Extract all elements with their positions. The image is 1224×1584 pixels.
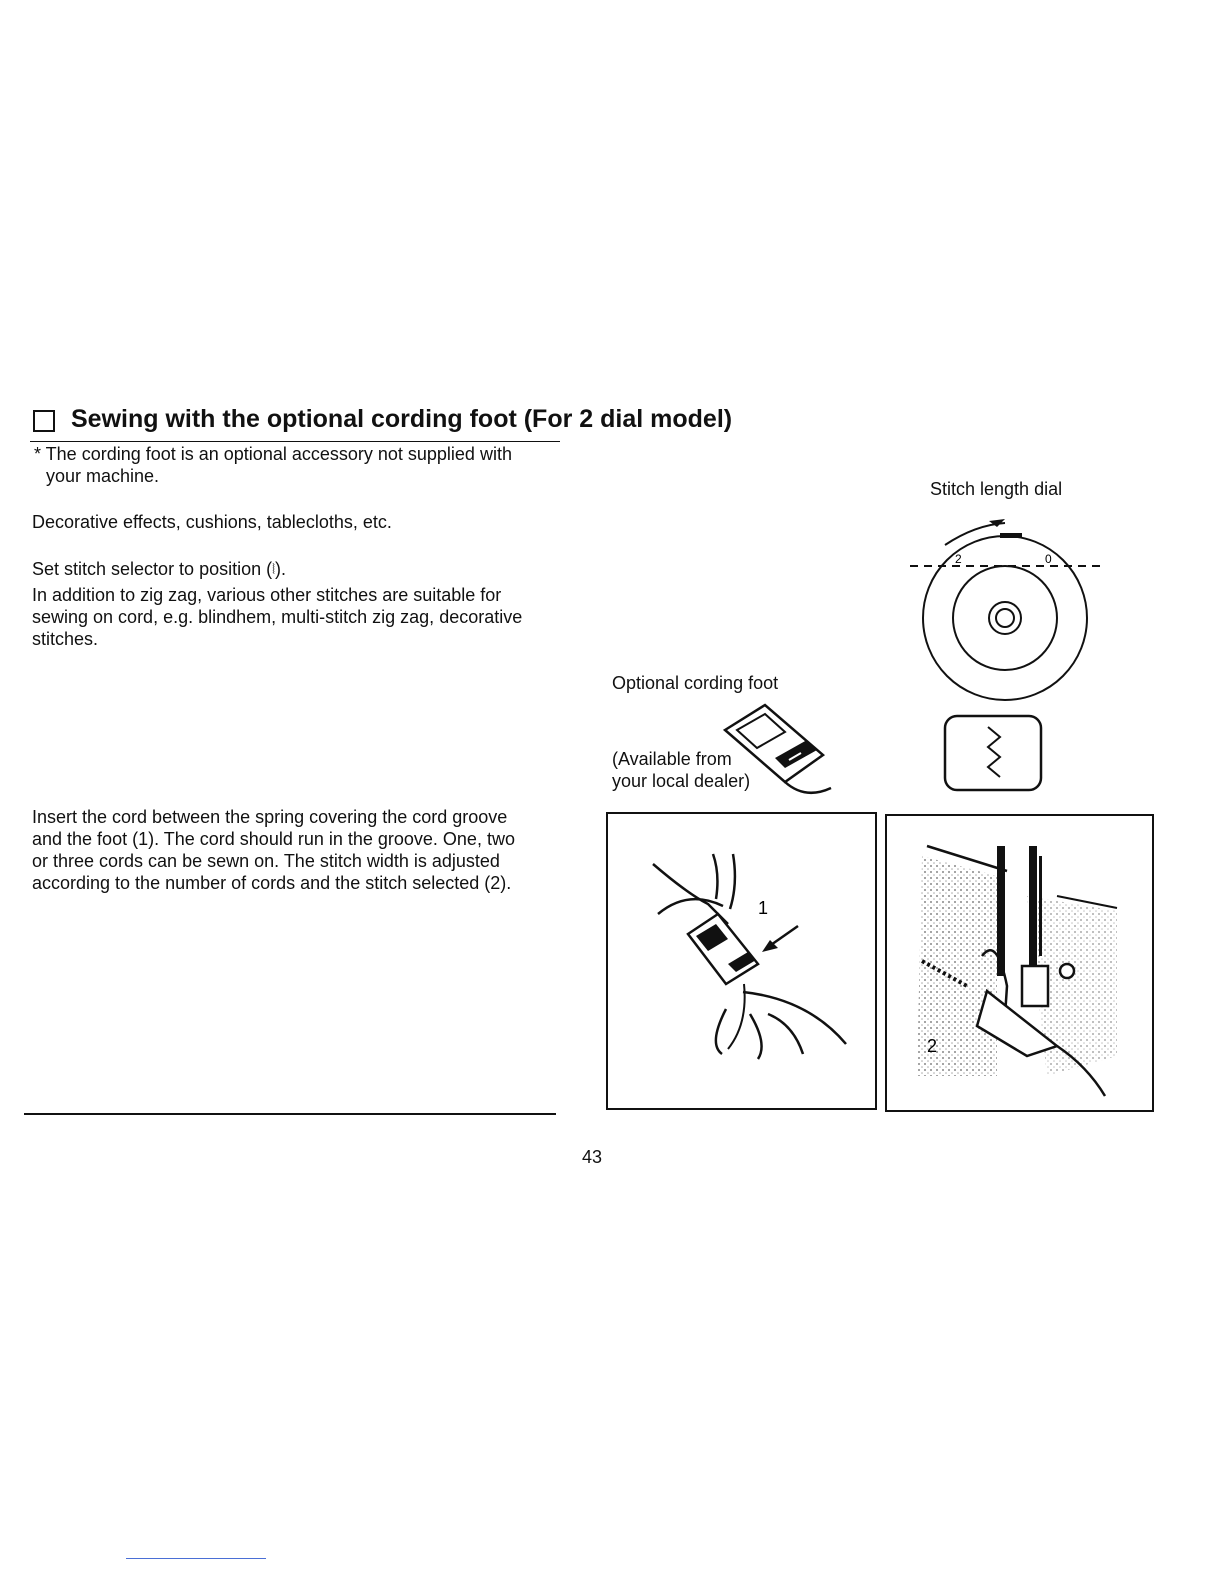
selector-line2: sewing on cord, e.g. blindhem, multi-stitch zig zag, decorative [32, 607, 523, 627]
selector-suffix: ). [275, 559, 287, 579]
insert-line2: and the foot (1). The cord should run in the groove. One, two [32, 829, 515, 849]
insert-line3: or three cords can be sewn on. The stitch width is adjusted [32, 851, 500, 871]
dial-label: Stitch length dial [930, 479, 1063, 499]
figure-insert-cord [606, 812, 877, 1110]
hands-inserting-cord-illustration [608, 814, 875, 1108]
presser-foot-sewing-illustration [887, 816, 1152, 1110]
optional-note-line1: * The cording foot is an optional accessory not supplied with [34, 444, 512, 464]
optional-note-line2: your machine. [46, 466, 160, 486]
selector-line1: In addition to zig zag, various other stitches are suitable for [32, 585, 502, 605]
callout-2: 2 [927, 1036, 938, 1056]
selector-prefix: Set stitch selector to position ( [32, 559, 273, 579]
section-checkbox-icon [33, 410, 55, 432]
bottom-divider [24, 1113, 556, 1115]
zigzag-selector-figure [942, 713, 1044, 793]
insert-line1: Insert the cord between the spring covering the cord groove [32, 807, 508, 827]
dial-mark-right: 0 [1045, 552, 1052, 566]
uses-text: Decorative effects, cushions, tablecloths, etc. [32, 512, 392, 532]
figure-sewing-cord [885, 814, 1154, 1112]
section-title: Sewing with the optional cording foot (For 2 dial model) [71, 405, 733, 433]
title-underline [30, 441, 560, 442]
stitch-length-dial-figure [905, 515, 1105, 705]
dial-mark-left: 2 [955, 552, 962, 566]
callout-1: 1 [758, 898, 769, 918]
dealer-line1: (Available from [612, 749, 732, 769]
selector-instruction [32, 558, 286, 581]
selector-line3: stitches. [32, 629, 99, 649]
page-number: 43 [582, 1147, 603, 1167]
insert-line4: according to the number of cords and the stitch selected (2). [32, 873, 512, 893]
foot-label: Optional cording foot [612, 673, 779, 693]
footer-link-line [126, 1558, 266, 1559]
zigzag-icon [988, 727, 1000, 777]
zigzag-stitch-icon: ⦚ [272, 561, 276, 577]
dealer-line2: your local dealer) [612, 771, 751, 791]
